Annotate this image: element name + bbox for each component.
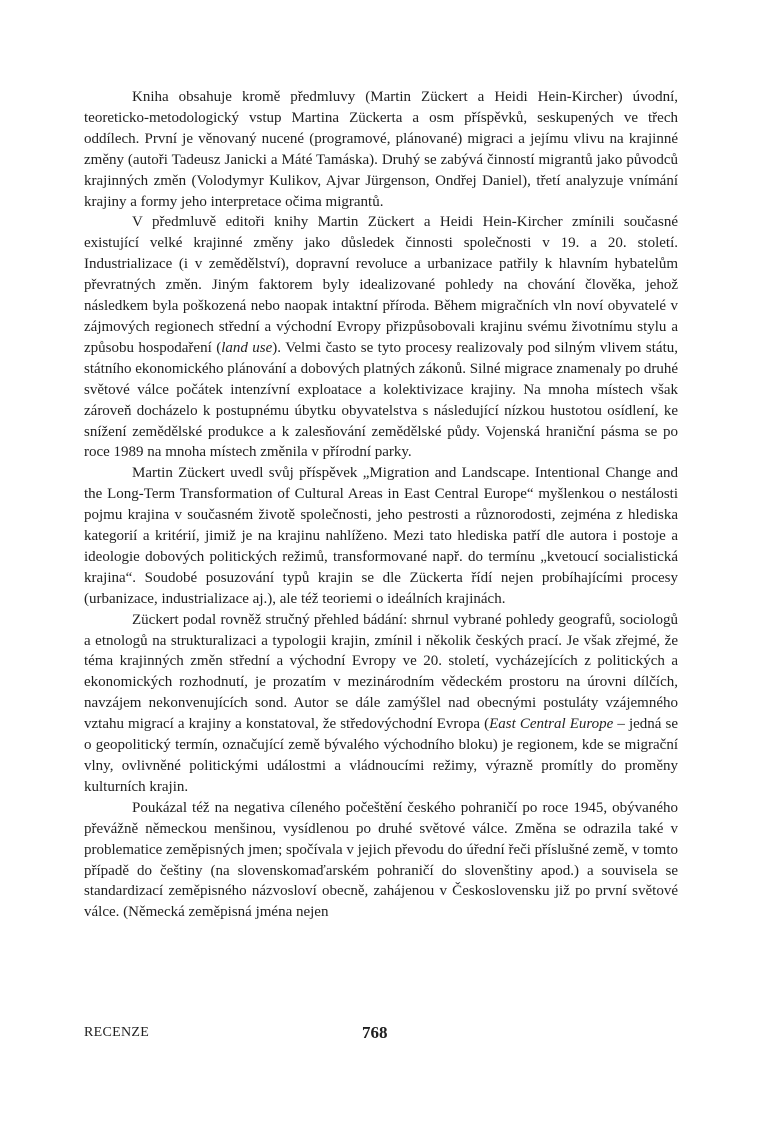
paragraph-4 [84,610,678,798]
paragraph-2-italic-term: land use [221,339,273,356]
paragraph-1 [84,87,678,212]
paragraph-3-text: Martin Zückert uvedl svůj příspěvek „Migration and Landscape. Intentional Change and the Long-Term Transformation of Cultural Areas in East Central Europe“ myšlenkou o nestálosti pojmu krajina v současném životě společnosti, jeho pestrosti a různorodosti, zejména z hlediska kategorií a kritérií, jimiž je na krajinu nahlíženo. Mezi tato hlediska patří dle autora i postoje a ideologie dobových politických režimů, transformované např. do termínu „kvetoucí socialistická krajina“. Soudobé posuzování typů krajin se dle Zückerta řídí nejen probíhajícími procesy (urbanizace, industrializace aj.), ale též teoriemi o ideálních krajinách. [84,465,678,607]
paragraph-4-text-b: – jedná se o geopolitický termín, označující země bývalého východního bloku) je regionem, kde se migrační vlny, ovlivněné politickými událostmi a vládnoucími režimy, výrazně promítly do proměny kulturních krajin. [84,716,678,795]
paragraph-4-text-a: Zückert podal rovněž stručný přehled bádání: shrnul vybrané pohledy geografů, sociologů a etnologů na strukturalizaci a typologii krajin, zmínil i několik českých prací. Je však zřejmé, že téma krajinných změn střední a východní Evropy ve 20. století, vycházejících z politických a ekonomických rozhodnutí, je prozatím v mezinárodním vědeckém prostoru na úrovni dílčích, navzájem nekonvenujících sond. Autor se dále zamýšlel nad obecnými postuláty vzájemného vztahu migrací a krajiny a konstatoval, že středovýchodní Evropa ( [84,611,678,733]
paragraph-2-text-b: ). Velmi často se tyto procesy realizovaly pod silným vlivem státu, státního ekonomického plánování a dobových platných zákonů. Silné migrace znamenaly po druhé světové válce počátek intenzívní exploatace a kolektivizace krajiny. Na mnoha místech však zároveň docházelo k postupnému úbytku obyvatelstva s následující nízkou hustotou osídlení, ke snížení zemědělské produkce a k zalesňování zemědělské půdy. Vojenská hraniční pásma se po roce 1989 na mnoha místech změnila v přírodní parky. [84,339,678,461]
paragraph-3 [84,463,678,609]
paragraph-2 [84,212,678,463]
paragraph-1-text: Kniha obsahuje kromě předmluvy (Martin Zückert a Heidi Hein-Kircher) úvodní, teoreticko-metodologický vstup Martina Zückerta a osm příspěvků, seskupených ve třech oddílech. První je věnovaný nucené (programové, plánované) migraci a jejímu vlivu na krajinné změny (autoři Tadeusz Janicki a Máté Tamáska). Druhý se zabývá činností migrantů jako původců krajinných změn (Volodymyr Kulikov, Ajvar Jürgenson, Ondřej Daniel), třetí analyzuje vnímání krajiny a formy jeho interpretace očima migrantů. [84,89,678,210]
paragraph-5 [84,798,678,923]
paragraph-4-italic-term: East Central Europe [489,716,614,733]
page-number: 768 [362,1023,388,1042]
footer-section-label: RECENZE [84,1025,150,1040]
paragraph-5-text: Poukázal též na negativa cíleného počeštění českého pohraničí po roce 1945, obývaného převážně německou menšinou, vysídlenou po druhé světové válce. Změna se odrazila také v problematice zeměpisných jmen; spočívala v jejich převodu do úřední řeči příslušné země, v tomto případě do češtiny (na slovenskomaďarském pohraničí do slovenštiny apod.) a souvisela se standardizací zeměpisného názvosloví obecně, zahájenou v Československu již po první světové válce. (Německá zeměpisná jména nejen [84,799,678,921]
main-text [84,87,678,923]
paragraph-2-text-a: V předmluvě editoři knihy Martin Zückert a Heidi Hein-Kircher zmínili současné existující velké krajinné změny jako důsledek činnosti společnosti v 19. a 20. století. Industrializace (i v zemědělství), dopravní revoluce a urbanizace patřily k hlavním hybatelům převratných změn. Jiným faktorem byly idealizované pohledy na chování člověka, jehož následkem byla poškozená nebo naopak intaktní příroda. Během migračních vln noví obyvatelé v zájmových regionech střední a východní Evropy přizpůsobovali krajinu svému životnímu stylu a způsobu hospodaření ( [84,214,678,356]
